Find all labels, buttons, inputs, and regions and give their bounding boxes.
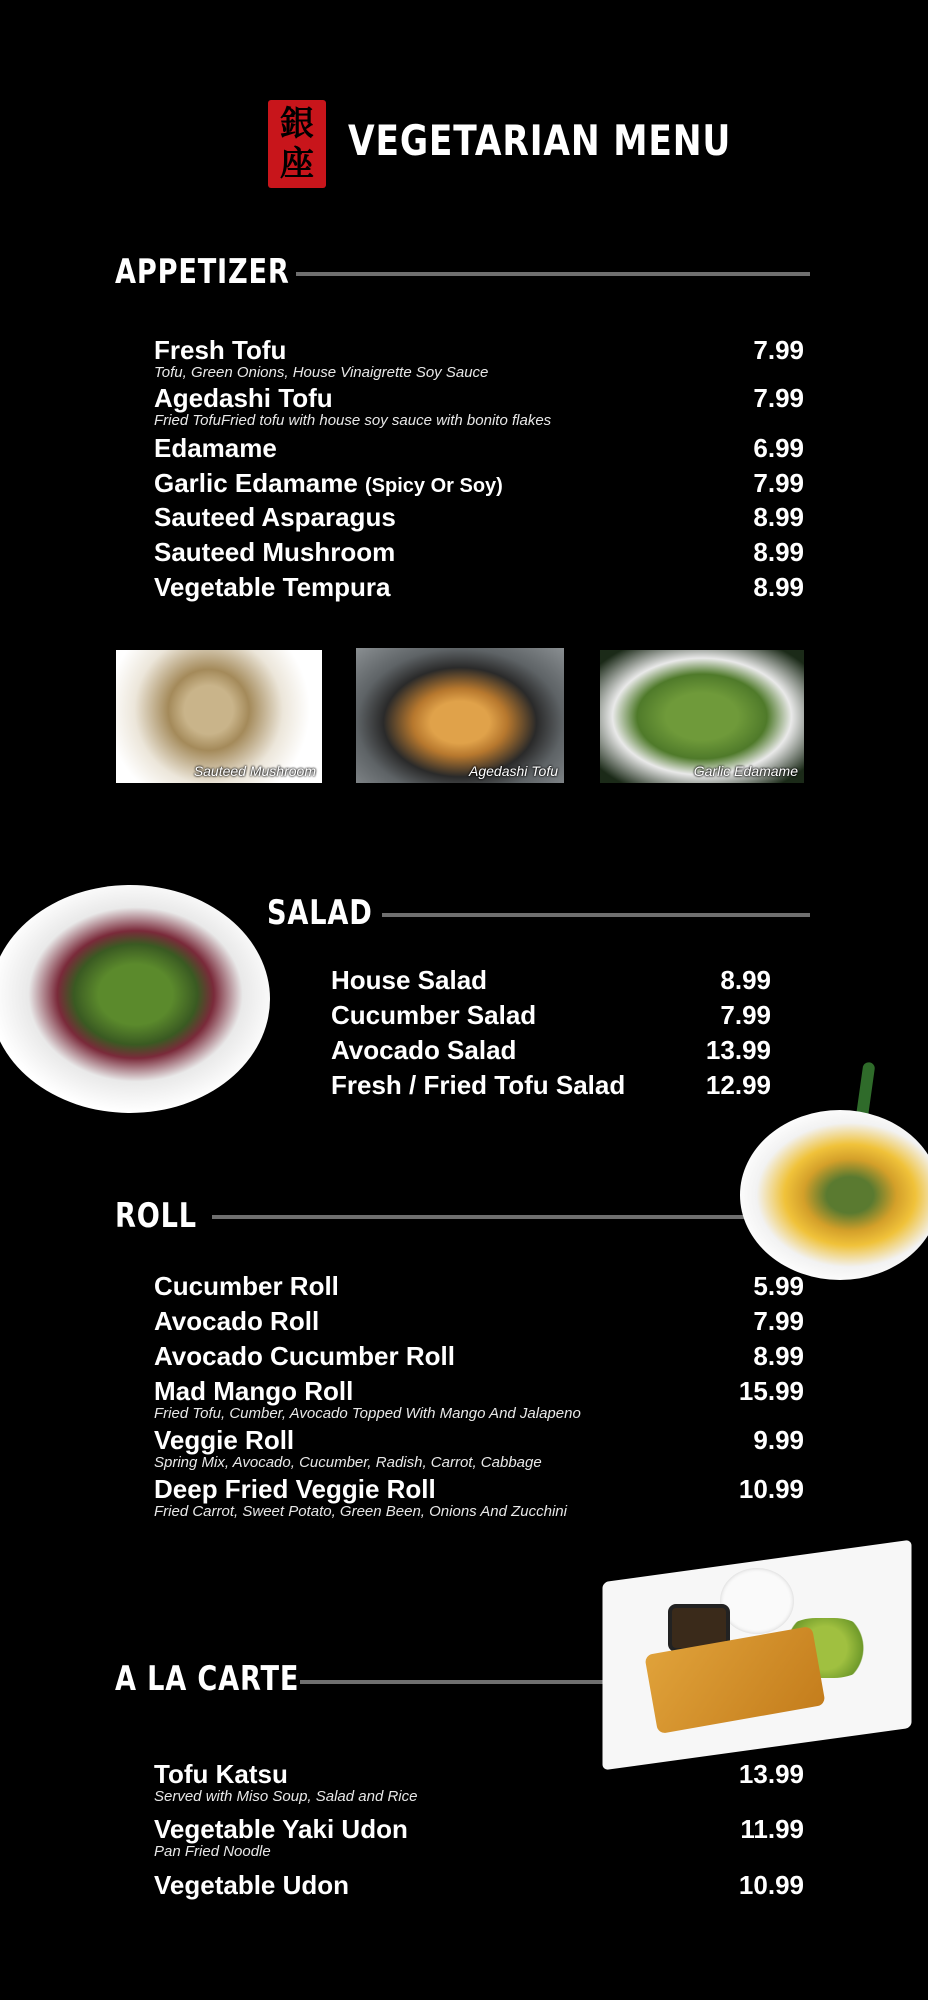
item-name: Sauteed Mushroom (154, 537, 396, 567)
roll-photo (740, 1110, 928, 1280)
item-price: 8.99 (753, 537, 804, 567)
item-name-text: Garlic Edamame (154, 468, 358, 498)
item-description: Fried TofuFried tofu with house soy sauce with bonito flakes (154, 412, 552, 429)
menu-item (154, 434, 804, 462)
restaurant-logo (268, 100, 326, 188)
menu-item (154, 1871, 804, 1899)
item-name: Fresh Tofu (154, 335, 287, 365)
menu-item (154, 1426, 804, 1471)
menu-item (154, 384, 804, 429)
section-divider (212, 1215, 752, 1219)
rice-portion (720, 1568, 794, 1634)
menu-item (154, 1815, 804, 1860)
photo-garlic-edamame (600, 650, 804, 783)
menu-item (154, 469, 804, 500)
item-name: Avocado Salad (331, 1035, 517, 1065)
section-title-a-la-carte: A LA CARTE (115, 1659, 300, 1699)
item-price: 15.99 (738, 1376, 804, 1406)
item-price: 7.99 (753, 383, 804, 413)
menu-item (154, 538, 804, 566)
item-description: Served with Miso Soup, Salad and Rice (154, 1788, 418, 1805)
photo-caption: Agedashi Tofu (469, 763, 558, 779)
item-description: Spring Mix, Avocado, Cucumber, Radish, Carrot, Cabbage (154, 1454, 542, 1471)
section-divider (296, 272, 810, 276)
item-price: 8.99 (753, 502, 804, 532)
item-price: 8.99 (753, 572, 804, 602)
section-title-appetizer: APPETIZER (115, 252, 290, 292)
item-price: 7.99 (753, 335, 804, 365)
menu-item (154, 503, 804, 531)
menu-item (154, 1272, 804, 1300)
photo-sauteed-mushroom (116, 650, 322, 783)
item-price: 11.99 (740, 1814, 804, 1844)
item-name: Tofu Katsu (154, 1759, 288, 1789)
menu-item (331, 1036, 771, 1064)
item-price: 6.99 (753, 433, 804, 463)
item-price: 5.99 (753, 1271, 804, 1301)
logo-char-2: 座 (280, 144, 314, 184)
salad-photo (0, 885, 270, 1113)
item-note: (Spicy Or Soy) (365, 475, 503, 497)
item-description: Pan Fried Noodle (154, 1843, 271, 1860)
item-price: 13.99 (738, 1759, 804, 1789)
item-description: Fried Tofu, Cumber, Avocado Topped With Mango And Jalapeno (154, 1405, 581, 1422)
section-title-salad: SALAD (267, 893, 373, 933)
item-name: Cucumber Roll (154, 1271, 339, 1301)
section-title-roll: ROLL (115, 1196, 197, 1236)
menu-item (154, 1307, 804, 1335)
section-divider (382, 913, 810, 917)
item-price: 10.99 (738, 1474, 804, 1504)
photo-caption: Garlic Edamame (693, 763, 798, 779)
item-price: 7.99 (753, 468, 804, 498)
item-name: Vegetable Tempura (154, 572, 391, 602)
item-name: Sauteed Asparagus (154, 502, 396, 532)
logo-char-1: 銀 (280, 104, 314, 144)
item-price: 12.99 (705, 1070, 771, 1100)
item-name: Mad Mango Roll (154, 1376, 354, 1406)
item-name: Edamame (154, 433, 277, 463)
menu-item (331, 966, 771, 994)
menu-item (154, 1377, 804, 1422)
item-name: Cucumber Salad (331, 1000, 537, 1030)
menu-item (154, 1475, 804, 1520)
item-description: Fried Carrot, Sweet Potato, Green Been, Onions And Zucchini (154, 1503, 567, 1520)
menu-item (331, 1001, 771, 1029)
menu-item (154, 573, 804, 601)
photo-agedashi-tofu (356, 648, 564, 783)
item-price: 10.99 (738, 1870, 804, 1900)
item-name: Fresh / Fried Tofu Salad (331, 1070, 626, 1100)
item-price: 7.99 (720, 1000, 771, 1030)
item-name: Veggie Roll (154, 1425, 295, 1455)
item-description: Tofu, Green Onions, House Vinaigrette Soy Sauce (154, 364, 489, 381)
item-price: 7.99 (753, 1306, 804, 1336)
menu-item (154, 1760, 804, 1805)
item-name: Agedashi Tofu (154, 383, 333, 413)
item-name: Vegetable Udon (154, 1870, 350, 1900)
item-name: Avocado Roll (154, 1306, 320, 1336)
item-name: Deep Fried Veggie Roll (154, 1474, 436, 1504)
item-name: House Salad (331, 965, 488, 995)
item-price: 8.99 (753, 1341, 804, 1371)
menu-item (154, 336, 804, 381)
menu-item (331, 1071, 771, 1099)
menu-title: VEGETARIAN MENU (348, 116, 732, 165)
item-price: 13.99 (705, 1035, 771, 1065)
menu-item (154, 1342, 804, 1370)
item-price: 9.99 (753, 1425, 804, 1455)
photo-caption: Sauteed Mushroom (193, 763, 316, 779)
item-name: Avocado Cucumber Roll (154, 1341, 455, 1371)
item-name: Vegetable Yaki Udon (154, 1814, 408, 1844)
section-divider (300, 1680, 620, 1684)
item-price: 8.99 (720, 965, 771, 995)
